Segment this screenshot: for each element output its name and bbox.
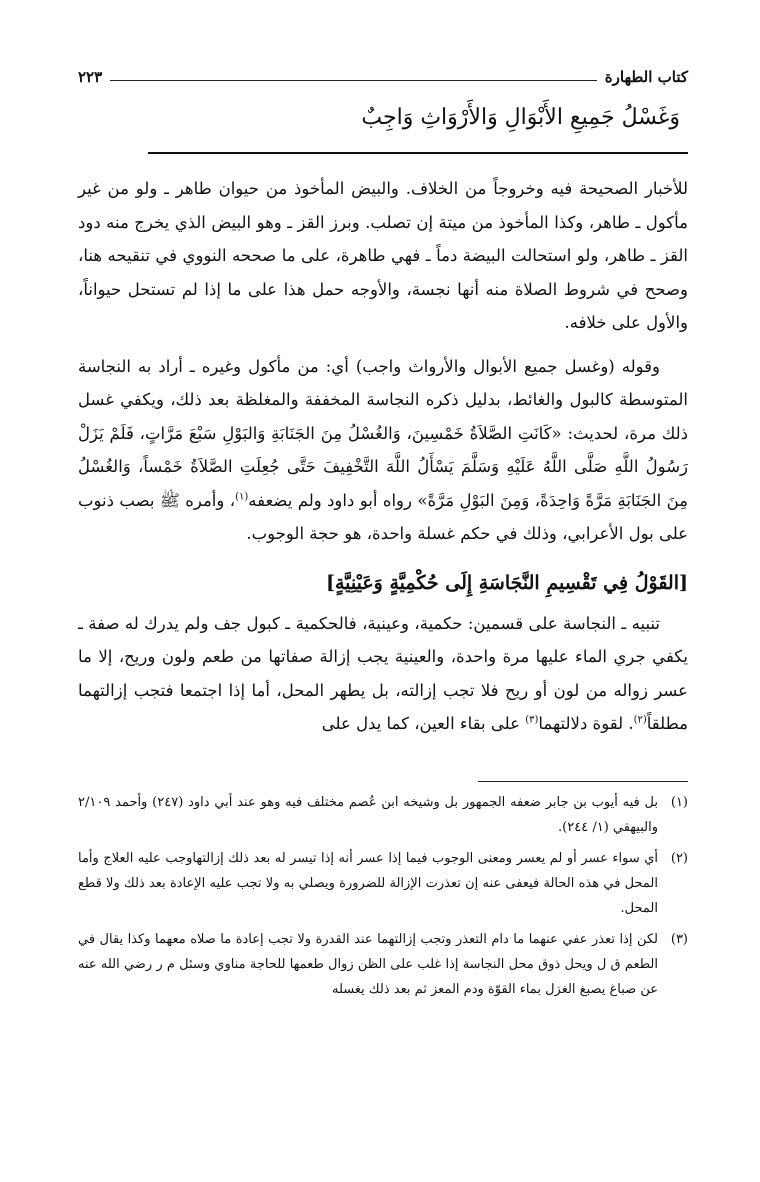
footnote-3: [78, 927, 688, 1002]
footnote-number: (٢): [670, 850, 688, 866]
header-rule: [110, 80, 597, 81]
footnote-number: (٣): [670, 931, 688, 947]
footnote-divider: [478, 781, 688, 782]
page-number: ٢٢٣: [78, 68, 103, 86]
footnote-marker-2[interactable]: (٢): [633, 714, 647, 726]
matn-divider: [148, 152, 688, 154]
section-heading: [القَوْلُ فِي تَقْسِيمِ النَّجَاسَةِ إِلَى حُكْمِيَّةٍ وَعَيْنِيَّةٍ]: [325, 571, 688, 594]
footnote-text: أي سواء عسر أو لم يعسر ومعنى الوجوب فيما إذا عسر أنه إذا تيسر له بعد ذلك إزالتهاوجب عليه العلاج وأما المحل في هذه الحالة فيعفى عنه إن تعذرت الإزالة للضرورة ويصلي به ولا تجب عليه الإعادة بعد ذلك ولا قطع المحل.: [78, 850, 658, 916]
footnotes: [78, 790, 688, 1002]
paragraph-2-intro: وقوله (وغسل جميع الأبوال والأرواث واجب) أي: من مأكول وغيره ـ أراد به النجاسة المتوسطة كالبول والغائط، بدليل ذكره النجاسة المخففة والمغلظة بعد ذلك، ويكفي غسل ذلك مرة، لحديث:: [78, 356, 689, 443]
chapter-title: كتاب الطهارة: [604, 68, 688, 86]
commentary-body: [78, 172, 688, 741]
paragraph-3-mid: . لقوة دلالتهما: [538, 714, 634, 733]
running-header: [78, 62, 688, 92]
paragraph-3-end: على بقاء العين، كما يدل على: [321, 714, 526, 733]
page: [78, 62, 688, 1008]
paragraph-3-start: تنبيه ـ النجاسة على قسمين: حكمية، وعينية، فالحكمية ـ كبول جف ولم يدرك له صفة ـ يكفي جري الماء عليها مرة واحدة، والعينية يجب إزالة صفاتها من طعم ولون وريح، إلا ما عسر زواله من لون أو ريح فلا تجب إزالته، بل يطهر المحل، أما إذا اجتمعا فتجب إزالتهما مطلقاً: [78, 613, 688, 733]
footnote-2: [78, 846, 688, 921]
footnote-number: (١): [670, 794, 688, 810]
footnote-1: [78, 790, 688, 840]
footnote-text: بل فيه أيوب بن جابر ضعفه الجمهور بل وشيخه ابن عُصم مختلف فيه وهو عند أبي داود (٢٤٧) وأحمد ٢/١٠٩ والبيهقي (١/ ٢٤٤).: [78, 794, 658, 835]
paragraph-2: [78, 350, 688, 551]
matn-text: وَغَسْلُ جَمِيعِ الأَبْوَالِ وَالأَرْوَاثِ وَاجِبٌ: [361, 105, 680, 130]
footnote-marker-3[interactable]: (٣): [525, 714, 539, 726]
footnote-text: لكن إذا تعذر عفي عنهما ما دام التعذر وتجب إزالتهما عند القدرة ولا تجب إعادة ما صلاه معهما وكذا يقال في الطعم ق ل ويحل ذوق محل النجاسة إذا غلب على الظن زوال طعمها للحاجة مناوي وسئل م ر رضي الله عنه عن صباغ يصبغ الغزل بماء القوّة ودم المعز ثم بعد ذلك يغسله: [78, 931, 658, 997]
hadith-quote: «كَانَتِ الصَّلاَةُ خَمْسِينَ، وَالغُسْلُ مِنَ الجَنَابَةِ وَالبَوْلِ سَبْعَ مَرَّاتٍ، فَلَمْ يَزَلْ رَسُولُ اللَّهِ صَلَّى اللَّهُ عَلَيْهِ وَسَلَّمَ يَسْأَلُ اللَّهَ التَّخْفِيفَ حَتَّى جُعِلَتِ الصَّلاَةُ خَمْساً، وَالغُسْلُ مِنَ الجَنَابَةِ مَرَّةً وَاحِدَةً، وَمِنَ البَوْلِ مَرَّةً»: [78, 423, 688, 510]
paragraph-2-end: ، وأمره ﷺ بصب ذنوب على بول الأعرابي، وذلك في حكم غسلة واحدة، هو حجة الوجوب.: [78, 490, 688, 543]
paragraph-3: [78, 607, 688, 741]
paragraph-1: للأخبار الصحيحة فيه وخروجاً من الخلاف. والبيض المأخوذ من حيوان طاهر ـ ولو من غير مأكول ـ طاهر، وكذا المأخوذ من ميتة إن تصلب. وبرز القز ـ وهو البيض الذي يخرج منه دود القز ـ طاهر، ولو استحالت البيضة دماً ـ فهي طاهرة، على ما صححه النووي في تنقيحه هنا، وصحح في شروط الصلاة منه أنها نجسة، والأوجه حمل هذا على ما إذا لم تستحل حيواناً، والأول على خلافه.: [78, 179, 688, 332]
footnote-marker-1[interactable]: (١): [235, 491, 249, 502]
paragraph-2-after-hadith: رواه أبو داود ولم يضعفه: [248, 490, 418, 510]
